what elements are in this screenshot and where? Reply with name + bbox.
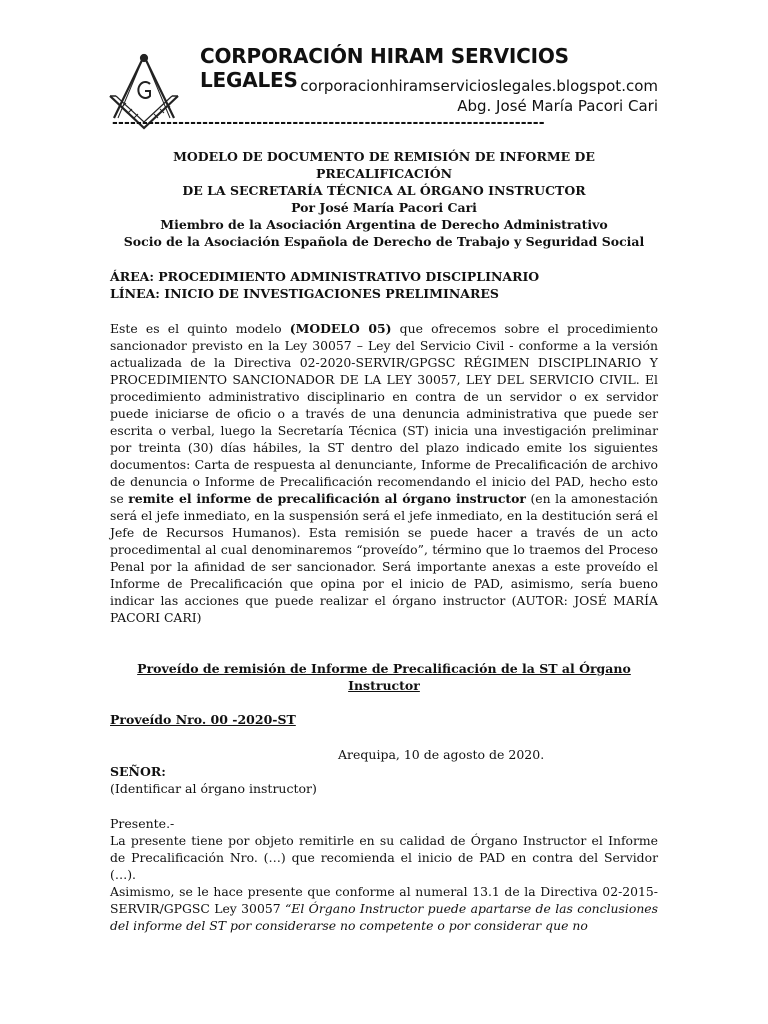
firm-name: CORPORACIÓN HIRAM SERVICIOS LEGALES bbox=[200, 44, 569, 92]
proveido-number-block bbox=[110, 711, 658, 728]
intro-text-1: Este es el quinto modelo bbox=[110, 321, 290, 336]
proveido-paragraph-2-quote: “El Órgano Instructor puede apartarse de las conclusiones del informe del ST por considerarse no competente o por considerar que no bbox=[110, 901, 658, 933]
area-block bbox=[110, 268, 658, 302]
proveido-paragraph-2 bbox=[110, 883, 658, 934]
proveido-title-line2: Instructor bbox=[348, 678, 420, 693]
proveido-title bbox=[110, 660, 658, 694]
presente-label: Presente.- bbox=[110, 816, 175, 831]
presente-block bbox=[110, 815, 658, 832]
byline-author: Por José María Pacori Cari bbox=[291, 200, 477, 215]
line-label: LÍNEA: INICIO DE INVESTIGACIONES PRELIMINARES bbox=[110, 286, 499, 301]
proveido-body bbox=[110, 832, 658, 934]
document-title-line1: MODELO DE DOCUMENTO DE REMISIÓN DE INFORME DE PRECALIFICACIÓN bbox=[173, 149, 595, 181]
intro-highlight: remite el informe de precalificación al órgano instructor bbox=[128, 491, 526, 506]
document-date: Arequipa, 10 de agosto de 2020. bbox=[338, 747, 545, 762]
header-author: Abg. José María Pacori Cari bbox=[457, 97, 658, 115]
date-block bbox=[110, 746, 658, 763]
blog-url: corporacionhiramservicioslegales.blogspot.com bbox=[300, 77, 658, 95]
intro-paragraph bbox=[110, 320, 658, 626]
intro-text-3: (en la amonestación será el jefe inmediato, en la suspensión será el jefe inmediato, en la destitución será el Jefe de Recursos Humanos). Esta remisión se puede hacer a través de un acto procedimental al cual denominaremos “proveído”, término que lo traemos del Proceso Penal por la afinidad de ser sancionador. Será importante anexas a este proveído el Informe de Precalificación que opina por el inicio de PAD, asimismo, sería bueno indicar las acciones que puede realizar el órgano instructor (AUTOR: JOSÉ MARÍA PACORI CARI) bbox=[110, 491, 658, 625]
addressee-placeholder: (Identificar al órgano instructor) bbox=[110, 781, 317, 796]
senor-label: SEÑOR: bbox=[110, 764, 166, 779]
area-label: ÁREA: PROCEDIMIENTO ADMINISTRATIVO DISCIPLINARIO bbox=[110, 269, 540, 284]
byline-member: Miembro de la Asociación Argentina de Derecho Administrativo bbox=[160, 217, 608, 232]
document-title bbox=[110, 148, 658, 199]
header-separator: ------------------------------------------------------------------------ bbox=[112, 115, 545, 131]
document-title-line2: DE LA SECRETARÍA TÉCNICA AL ÓRGANO INSTRUCTOR bbox=[182, 183, 586, 198]
proveido-paragraph-2-text: Asimismo, se le hace presente que conforme al numeral 13.1 de la Directiva 02-2015-SERVIR/GPGSC Ley 30057 bbox=[110, 884, 658, 916]
intro-model-number: (MODELO 05) bbox=[289, 321, 392, 336]
proveido-number: Proveído Nro. 00 -2020-ST bbox=[110, 712, 296, 727]
proveido-title-line1: Proveído de remisión de Informe de Precalificación de la ST al Órgano bbox=[137, 661, 631, 676]
byline-partner: Socio de la Asociación Española de Derecho de Trabajo y Seguridad Social bbox=[123, 234, 645, 249]
intro-text-2: que ofrecemos sobre el procedimiento sancionador previsto en la Ley 30057 – Ley del Servicio Civil - conforme a la versión actualizada de la Directiva 02-2020-SERVIR/GPGSC RÉGIMEN DISCIPLINARIO Y PROCEDIMIENTO SANCIONADOR DE LA LEY 30057, LEY DEL SERVICIO CIVIL. El procedimiento administrativo disciplinario en contra de un servidor o ex servidor puede iniciarse de oficio o a través de una denuncia administrativa que puede ser escrita o verbal, luego la Secretaría Técnica (ST) inicia una investigación preliminar por treinta (30) días hábiles, la ST dentro del plazo indicado emite los siguientes documentos: Carta de respuesta al denunciante, Informe de Precalificación de archivo de denuncia o Informe de Precalificación recomendando el inicio del PAD, hecho esto se bbox=[110, 321, 658, 506]
proveido-paragraph-1: La presente tiene por objeto remitirle en su calidad de Órgano Instructor el Informe de Precalificación Nro. (…) que recomienda el inicio de PAD en contra del Servidor (…). bbox=[110, 833, 658, 882]
byline bbox=[110, 199, 658, 250]
addressee-block bbox=[110, 763, 658, 797]
